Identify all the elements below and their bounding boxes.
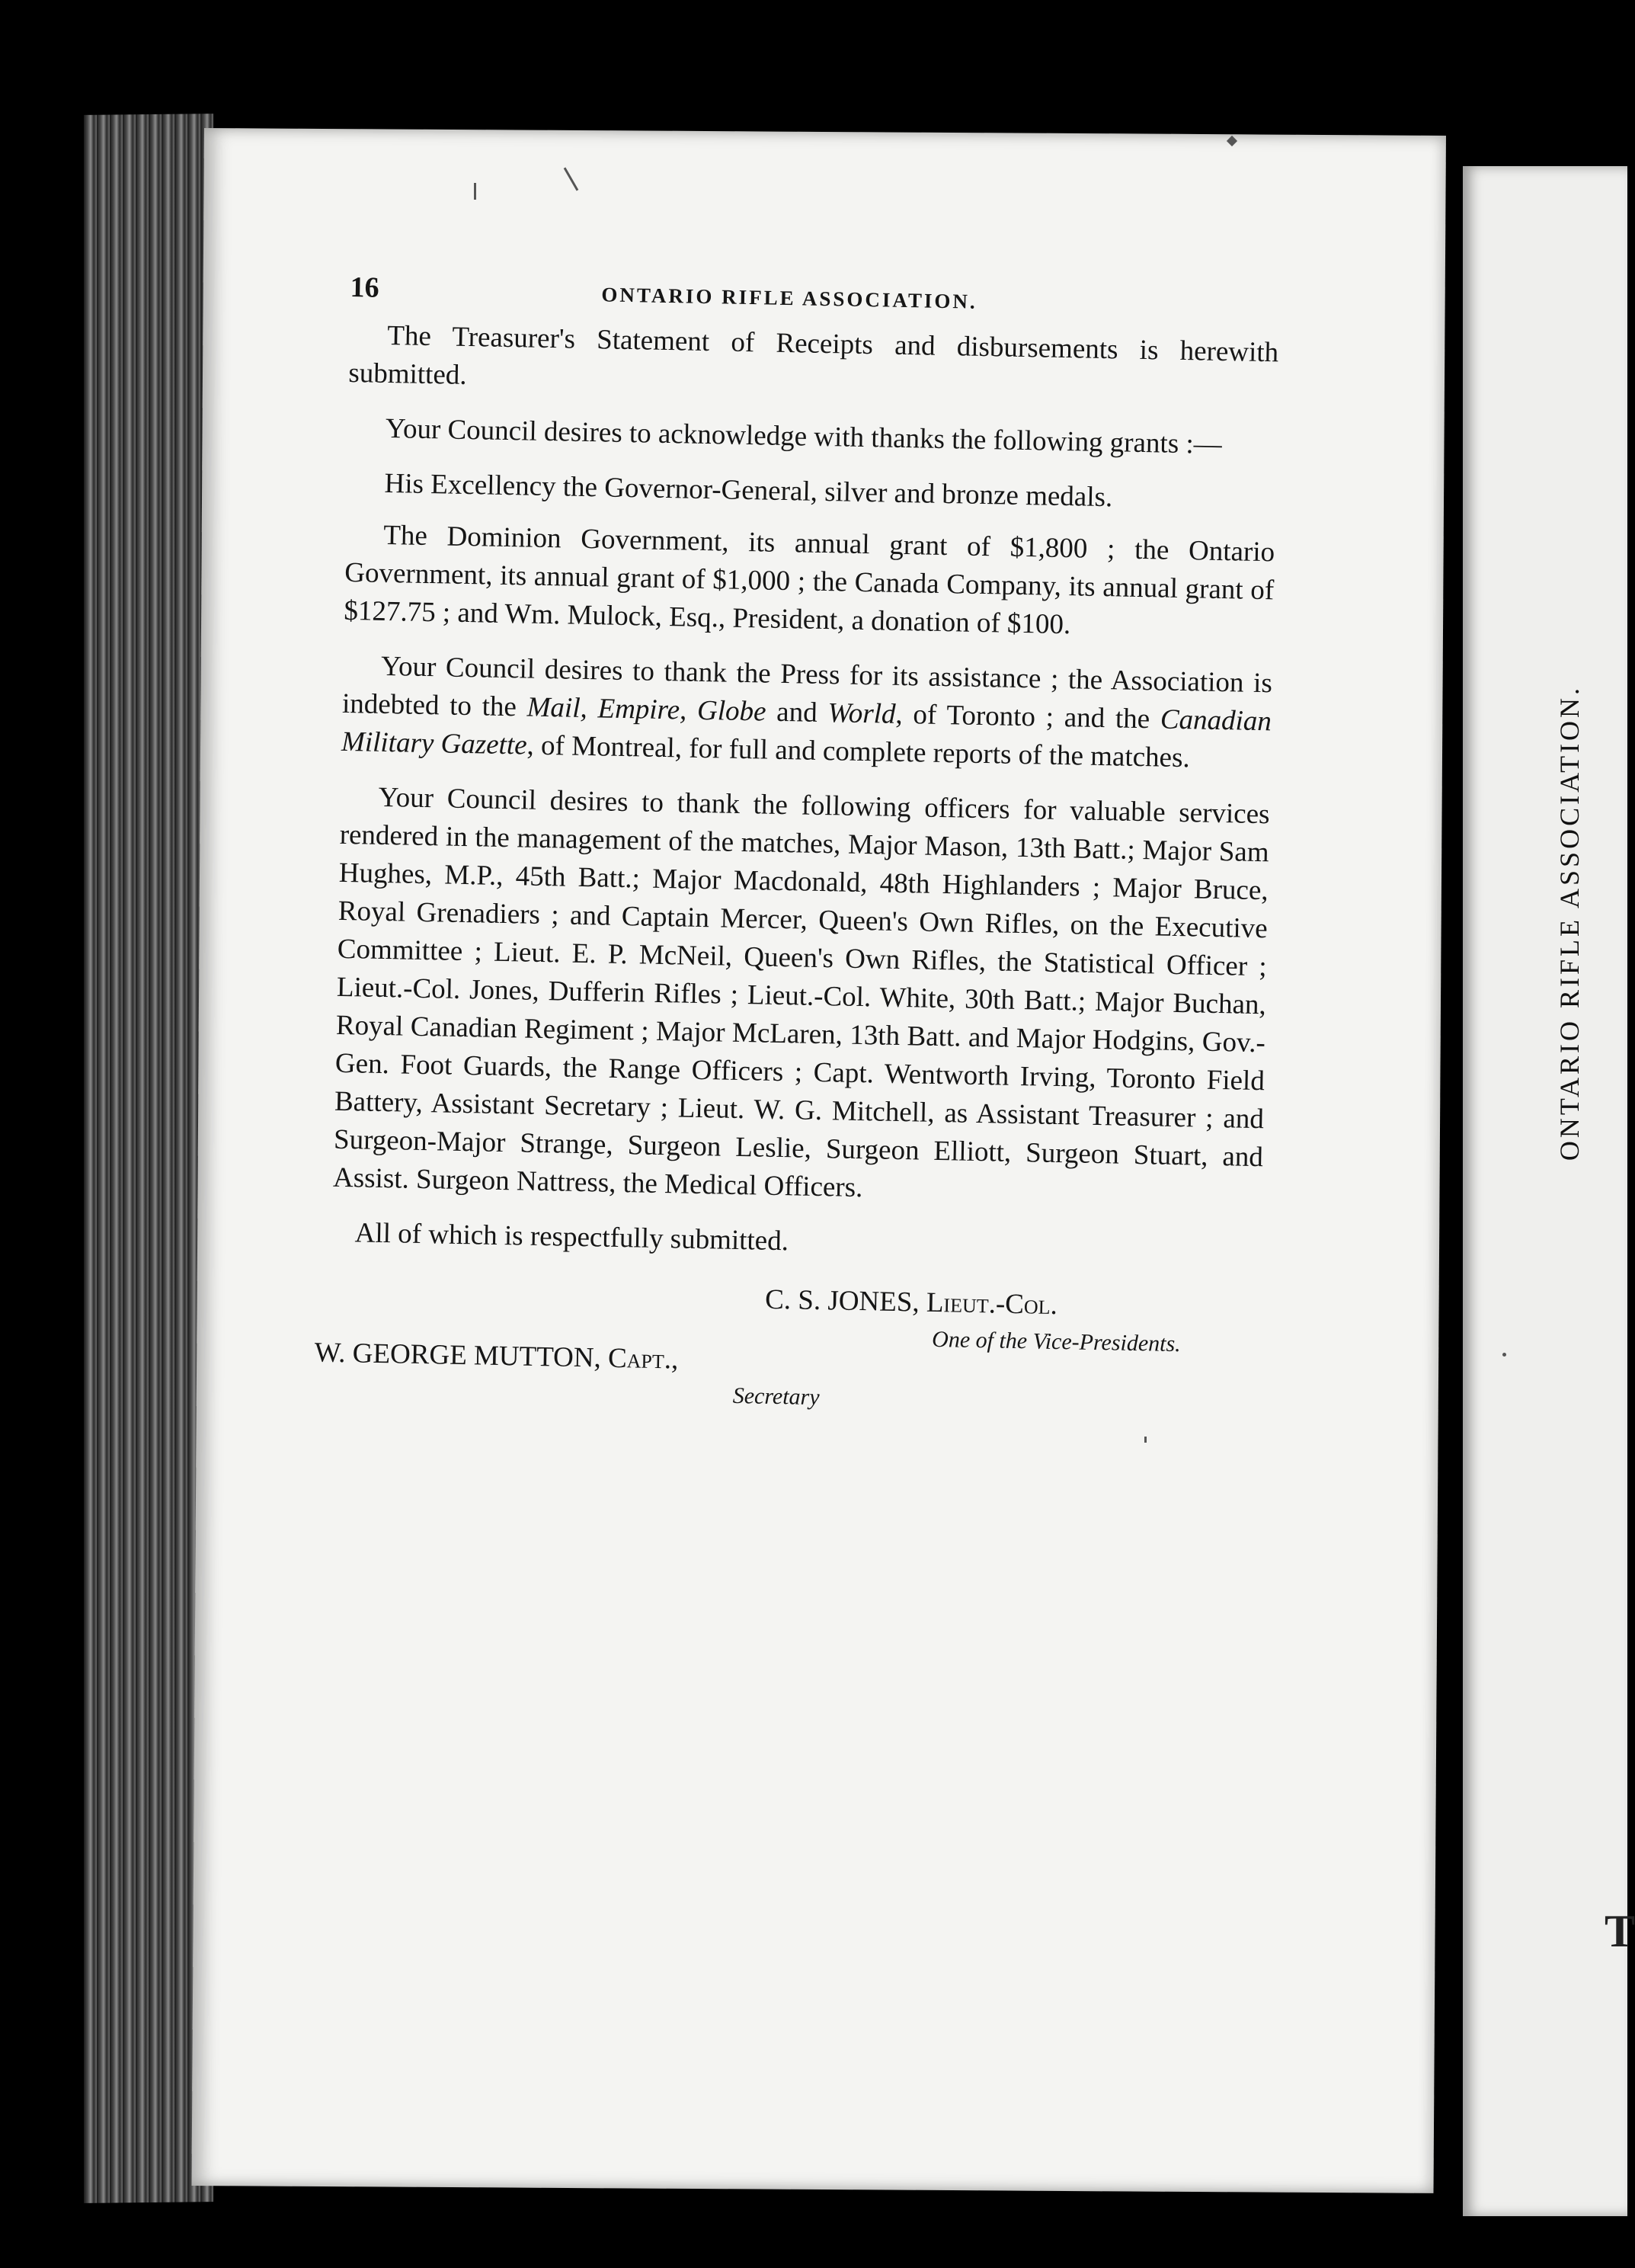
scan-speck xyxy=(474,183,476,200)
press-papers: Mail, Empire, Globe xyxy=(526,691,766,728)
paragraph-officers: Your Council desires to thank the following officers for valuable services rendered in the management of the matches, Major Mason, 13th Batt.; Major Sam Hughes, M.P., 45th Batt.; Major Macdonald, 48th Highlanders ; Major Bruce, Royal Grenadiers ; and Captain Mercer, Queen's Own Rifles, on the Executive Committee ; Lieut. E. P. McNeil, Queen's Own Rifles, the Statistical Officer ; Lieut.-Col. Jones, Dufferin Rifles ; Lieut.-Col. White, 30th Batt.; Major Buchan, Royal Canadian Regiment ; Major McLaren, 13th Batt. and Major Hodgins, Gov.-Gen. Foot Guards, the Range Officers ; Capt. Wentworth Irving, Toronto Field Battery, Assistant Secretary ; Lieut. W. G. Mitchell, as Assistant Treasurer ; and Surgeon-Major Strange, Surgeon Leslie, Surgeon Elliott, Surgeon Stuart, and Assist. Surgeon Nattress, the Medical Officers. xyxy=(332,781,1270,1204)
paragraph-press xyxy=(341,647,1273,779)
facing-page-running-head: ONTARIO RIFLE ASSOCIATION. xyxy=(1554,684,1585,1161)
paragraph-treasurer: The Treasurer's Statement of Receipts and disbursements is herewith submitted. xyxy=(348,319,1279,391)
scan-speck xyxy=(1144,1437,1147,1443)
press-text-c: , of Toronto ; and the xyxy=(895,698,1161,735)
paragraph-government-grants: The Dominion Government, its annual grant of $1,800 ; the Ontario Government, its annual grant of $1,000 ; the Canada Company, its annual grant of $127.75 ; and Wm. Mulock, Esq., President, a donation of $100. xyxy=(344,519,1275,641)
page-number: 16 xyxy=(350,271,379,304)
mutton-rank: Capt., xyxy=(607,1342,679,1376)
facing-page xyxy=(1463,166,1627,2216)
jones-role: One of the Vice-Presidents. xyxy=(931,1326,1182,1357)
mutton-name: W. GEORGE MUTTON, xyxy=(314,1337,609,1374)
press-world: World xyxy=(827,697,896,730)
facing-page-fragment: T xyxy=(1605,1906,1635,1956)
paragraph-governor-general: His Excellency the Governor-General, silver and bronze medals. xyxy=(384,467,1113,514)
scan-speck xyxy=(1502,1353,1506,1357)
signature-jones xyxy=(765,1283,1261,1325)
press-gazette: Canadian Military Gazette xyxy=(341,703,1272,761)
jones-rank: Lieut.-Col. xyxy=(926,1286,1058,1321)
press-text-d: , of Montreal, for full and complete reports of the matches. xyxy=(526,729,1191,774)
jones-name: C. S. JONES, xyxy=(764,1283,927,1318)
press-text-b: and xyxy=(766,696,828,729)
closing-line: All of which is respectfully submitted. xyxy=(354,1217,789,1257)
paragraph-grants-intro: Your Council desires to acknowledge with thanks the following grants :— xyxy=(385,412,1223,460)
page-title: ONTARIO RIFLE ASSOCIATION. xyxy=(601,283,977,313)
mutton-role: Secretary xyxy=(732,1382,820,1411)
page-content xyxy=(314,271,1280,1419)
press-text-a: Your Council desires to thank the Press for its assistance ; the Association is indebted to the xyxy=(341,650,1273,723)
